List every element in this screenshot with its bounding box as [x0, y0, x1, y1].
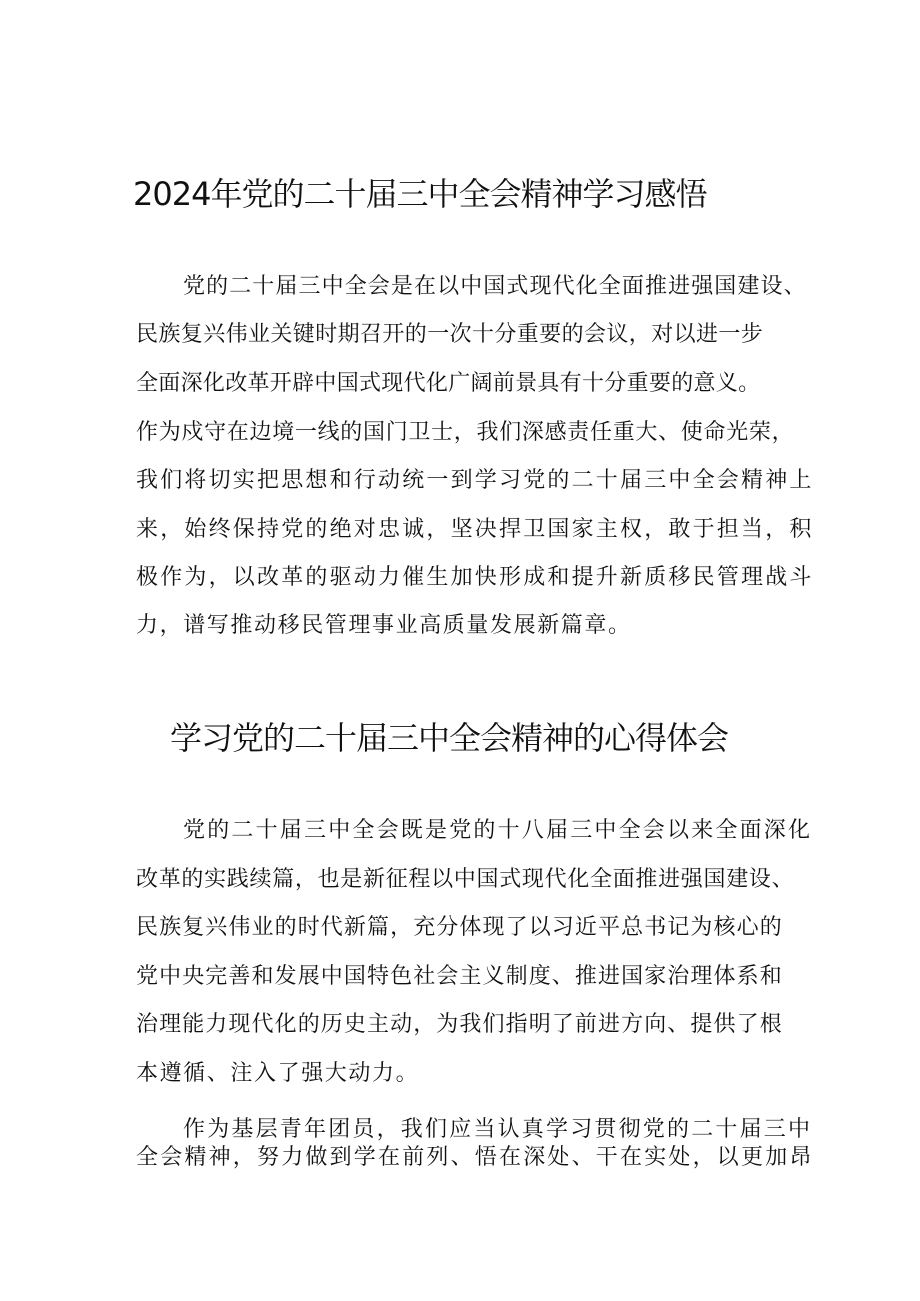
section1-line-2: 民族复兴伟业关键时期召开的一次十分重要的会议，对以进一步	[136, 322, 764, 347]
section2-line-5: 治理能力现代化的历史主动，为我们指明了前进方向、提供了根	[136, 1012, 783, 1037]
section1-line-1: 党的二十届三中全会是在以中国式现代化全面推进强国建设、	[183, 274, 807, 299]
section1-line-6: 来，始终保持党的绝对忠诚，坚决捍卫国家主权，敢于担当，积	[136, 517, 814, 542]
section2-title: 学习党的二十届三中全会精神的心得体会	[170, 719, 729, 757]
section2-line-7: 作为基层青年团员，我们应当认真学习贯彻党的二十届三中	[183, 1117, 813, 1142]
section2-line-3: 民族复兴伟业的时代新篇，充分体现了以习近平总书记为核心的	[136, 915, 783, 940]
section2-line-2: 改革的实践续篇，也是新征程以中国式现代化全面推进强国建设、	[136, 867, 795, 892]
section1-line-5: 我们将切实把思想和行动统一到学习党的二十届三中全会精神上	[136, 468, 814, 493]
section1-line-3: 全面深化改革开辟中国式现代化广阔前景具有十分重要的意义。	[136, 371, 761, 396]
section2-line-8: 全会精神，努力做到学在前列、悟在深处、干在实处，以更加昂	[136, 1145, 814, 1170]
section2-line-1: 党的二十届三中全会既是党的十八届三中全会以来全面深化	[183, 818, 813, 843]
section2-line-4: 党中央完善和发展中国特色社会主义制度、推进国家治理体系和	[136, 964, 783, 989]
section1-line-8: 力，谱写推动移民管理事业高质量发展新篇章。	[136, 613, 632, 638]
section1-title: 2024年党的二十届三中全会精神学习感悟	[133, 175, 707, 213]
section2-line-6: 本遵循、注入了强大动力。	[136, 1061, 420, 1086]
section1-line-7: 极作为，以改革的驱动力催生加快形成和提升新质移民管理战斗	[136, 565, 814, 590]
section1-line-4: 作为戍守在边境一线的国门卫士，我们深感责任重大、使命光荣，	[136, 420, 795, 445]
